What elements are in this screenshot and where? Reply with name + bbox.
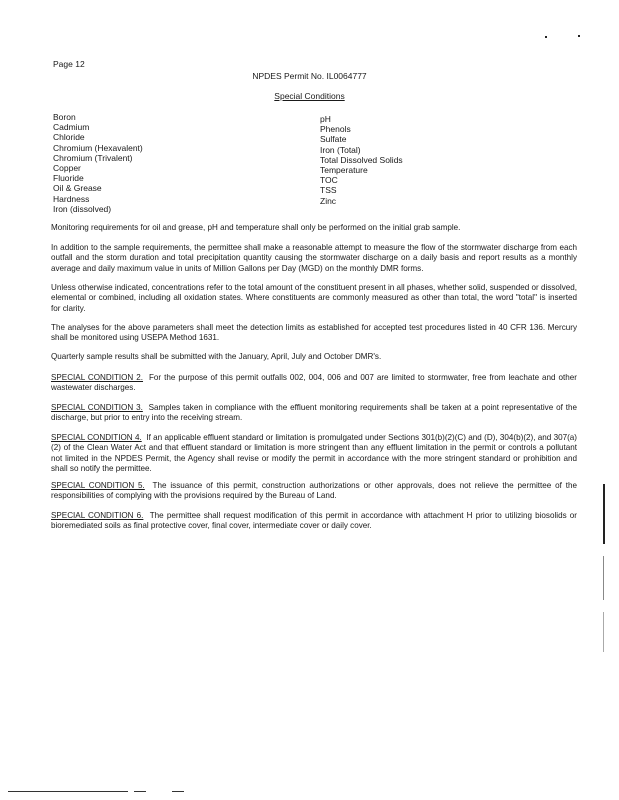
scan-edge-mark	[603, 484, 605, 544]
condition-text: The issuance of this permit, construction authorizations or other approvals, does not relieve the permittee of the responsibilities of complying with the provisions required by the Bureau of Land.	[51, 481, 577, 501]
parameter-item: Chromium (Hexavalent)	[53, 142, 143, 153]
paragraph-analyses: The analyses for the above parameters shall meet the detection limits as established for accepted test procedures listed in 40 CFR 136. Mercury shall be monitored using USEPA Method 1631.	[51, 323, 577, 343]
scan-dot	[578, 35, 580, 37]
footer-rule	[134, 791, 146, 792]
condition-label: SPECIAL CONDITION 3.	[51, 403, 143, 412]
paragraph-concentrations: Unless otherwise indicated, concentrations refer to the total amount of the constituent present in all phases, whether solid, suspended or dissolved, elemental or combined, including all oxidation states. Where constituents are commonly measured as other than total, the word "total" is inserted for clarity.	[51, 283, 577, 313]
scan-edge-mark	[603, 612, 604, 652]
paragraph-quarterly: Quarterly sample results shall be submitted with the January, April, July and October DMR's.	[51, 352, 382, 361]
parameter-list-right	[320, 114, 403, 206]
special-condition-3	[51, 403, 577, 424]
parameter-item: Sulfate	[320, 134, 347, 145]
parameter-item: Boron	[53, 112, 76, 122]
parameter-item: Chloride	[53, 132, 85, 143]
parameter-item: Cadmium	[53, 122, 90, 133]
parameter-item: Iron (dissolved)	[53, 203, 112, 214]
footer-rule	[8, 791, 128, 792]
footer-rule	[172, 791, 184, 792]
section-title: Special Conditions	[274, 91, 345, 101]
condition-text: Samples taken in compliance with the effluent monitoring requirements shall be taken at a point representative of the discharge, but prior to entry into the receiving stream.	[51, 403, 577, 423]
scan-edge-mark	[603, 556, 604, 600]
condition-text: For the purpose of this permit outfalls 002, 004, 006 and 007 are limited to stormwater, free from leachate and other wastewater discharges.	[51, 373, 577, 393]
parameter-item: Temperature	[320, 165, 368, 176]
parameter-item: Zinc	[320, 195, 337, 206]
parameter-item: Oil & Grease	[53, 183, 102, 194]
parameter-item: TOC	[320, 175, 338, 186]
parameter-list-left	[53, 112, 143, 214]
parameter-item: Copper	[53, 163, 81, 174]
parameter-item: Hardness	[53, 193, 90, 204]
condition-label: SPECIAL CONDITION 5.	[51, 481, 145, 490]
paragraph-flow: In addition to the sample requirements, the permittee shall make a reasonable attempt to measure the flow of the stormwater discharge from each outfall and the storm duration and total precipitation quantity causing the stormwater discharge on a daily basis and report results as a monthly average and daily maximum value in units of Million Gallons per Day (MGD) on the monthly DMR forms.	[51, 243, 577, 273]
special-condition-5	[51, 481, 577, 502]
parameter-item: Fluoride	[53, 173, 84, 184]
parameter-item: Chromium (Trivalent)	[53, 152, 133, 163]
special-condition-4	[51, 433, 577, 475]
paragraph-monitoring: Monitoring requirements for oil and grease, pH and temperature shall only be performed on the initial grab sample.	[51, 223, 461, 232]
condition-label: SPECIAL CONDITION 2.	[51, 373, 144, 382]
parameter-item: pH	[320, 114, 331, 124]
parameter-item: TSS	[320, 185, 337, 196]
parameter-item: Total Dissolved Solids	[320, 154, 403, 165]
parameter-item: Iron (Total)	[320, 144, 361, 155]
parameter-item: Phenols	[320, 124, 351, 135]
special-condition-6	[51, 511, 577, 532]
condition-text: The permittee shall request modification of this permit in accordance with attachment H prior to utilizing biosolids or bioremediated soils as final protective cover, final cover, intermediate cover or daily cover.	[51, 511, 577, 531]
page-number: Page 12	[53, 59, 85, 69]
condition-text: If an applicable effluent standard or limitation is promulgated under Sections 301(b)(2)(C) and (D), 304(b)(2), and 307(a)(2) of the Clean Water Act and that effluent standard or limitation is more stringent than any effluent limitation in the permit or controls a pollutant not limited in the NPDES Permit, the Agency shall revise or modify the permit in accordance with the more stringent standard or prohibition and shall so notify the permittee.	[51, 433, 578, 474]
scan-dot	[545, 36, 547, 38]
condition-label: SPECIAL CONDITION 4.	[51, 433, 142, 442]
condition-label: SPECIAL CONDITION 6.	[51, 511, 144, 520]
permit-number: NPDES Permit No. IL0064777	[252, 71, 367, 81]
special-condition-2	[51, 373, 577, 394]
